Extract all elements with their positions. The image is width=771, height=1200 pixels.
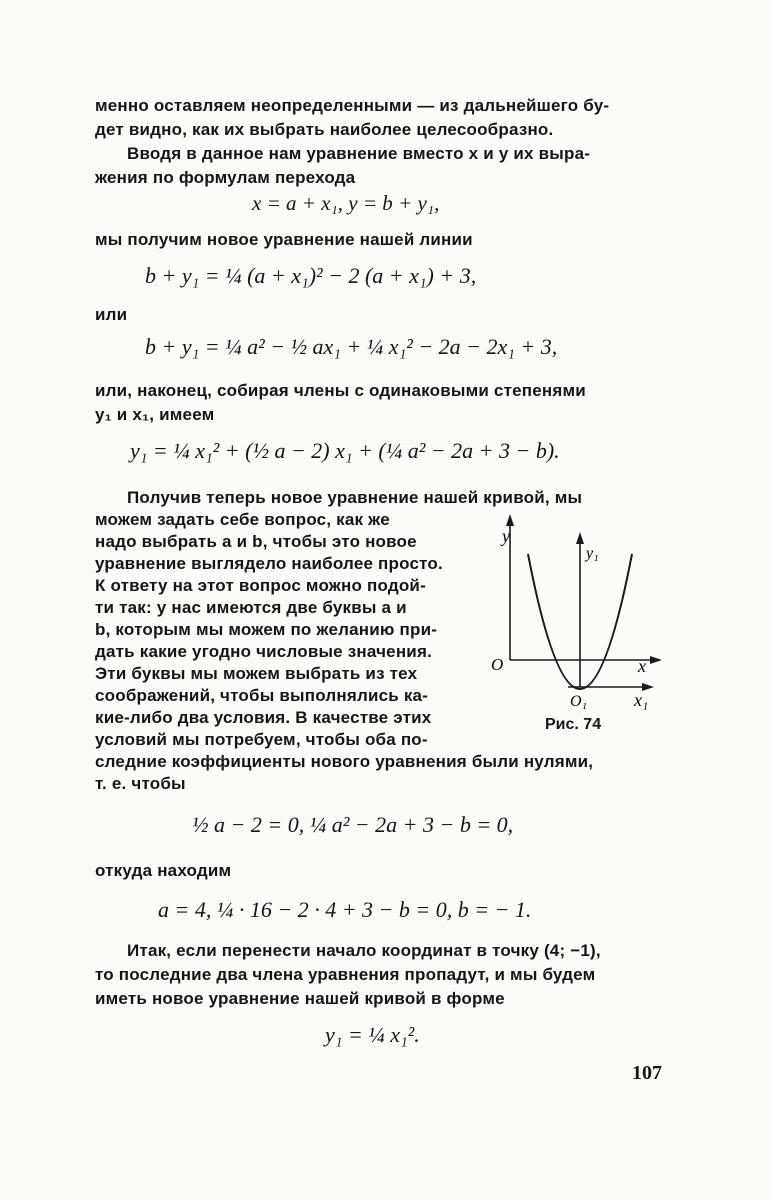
y1-axis-arrow: [576, 532, 584, 544]
text-line: условий мы потребуем, чтобы оба по-: [95, 730, 428, 749]
text-line: надо выбрать a и b, чтобы это новое: [95, 532, 417, 551]
text-line: откуда находим: [95, 861, 232, 880]
text-line: b, которым мы можем по желанию при-: [95, 620, 438, 639]
label-x1: x₁: [634, 690, 649, 710]
text-line: т. е. чтобы: [95, 774, 186, 793]
text-line: ти так: у нас имеются две буквы a и: [95, 598, 407, 617]
text-line: К ответу на этот вопрос можно подой-: [95, 576, 426, 595]
text-line: жения по формулам перехода: [95, 168, 356, 187]
text-line: Вводя в данное нам уравнение вместо x и y их выра-: [127, 144, 591, 163]
page-number: 107: [632, 1062, 662, 1084]
text-line: дет видно, как их выбрать наиболее целесообразно.: [95, 120, 554, 139]
label-x: x: [638, 656, 646, 676]
equation-3: y₁ = ¼ x₁² + (½ a − 2) x₁ + (¼ a² − 2a + 3 − b).: [130, 438, 560, 463]
text-line: уравнение выглядело наиболее просто.: [95, 554, 443, 573]
text-line: y₁ и x₁, имеем: [95, 405, 215, 424]
text-line: следние коэффициенты нового уравнения были нулями,: [95, 752, 594, 771]
y-axis-arrow: [506, 514, 514, 526]
parabola-figure: [488, 512, 668, 718]
text-line: Итак, если перенести начало координат в точку (4; −1),: [127, 941, 601, 960]
x-axis-arrow: [650, 656, 662, 664]
equation-4: ½ a − 2 = 0, ¼ a² − 2a + 3 − b = 0,: [192, 812, 514, 837]
text-line: кие-либо два условия. В качестве этих: [95, 708, 432, 727]
text-line: Получив теперь новое уравнение нашей кривой, мы: [127, 488, 583, 507]
label-origin: O: [491, 655, 504, 674]
text-line: то последние два члена уравнения пропадут, и мы будем: [95, 965, 596, 984]
label-y1: y₁: [586, 545, 599, 562]
label-y: y: [502, 526, 510, 546]
equation-2: b + y₁ = ¼ a² − ½ ax₁ + ¼ x₁² − 2a − 2x₁ + 3,: [145, 334, 558, 359]
equation-6: y₁ = ¼ x₁².: [325, 1022, 420, 1047]
label-origin1: O₁: [570, 693, 588, 710]
text-line: иметь новое уравнение нашей кривой в форме: [95, 989, 505, 1008]
text-line: или: [95, 305, 128, 324]
equation-transition: x = a + x₁, y = b + y₁,: [252, 191, 440, 215]
text-line: дать какие угодно числовые значения.: [95, 642, 432, 661]
equation-5: a = 4, ¼ · 16 − 2 · 4 + 3 − b = 0, b = − 1.: [158, 897, 532, 922]
text-line: Эти буквы мы можем выбрать из тех: [95, 664, 418, 683]
text-line: или, наконец, собирая члены с одинаковыми степенями: [95, 381, 586, 400]
text-line: можем задать себе вопрос, как же: [95, 510, 390, 529]
text-line: соображений, чтобы выполнялись ка-: [95, 686, 429, 705]
figure-caption: Рис. 74: [545, 716, 602, 733]
equation-1: b + y₁ = ¼ (a + x₁)² − 2 (a + x₁) + 3,: [145, 263, 477, 288]
text-line: мы получим новое уравнение нашей линии: [95, 230, 473, 249]
text-line: менно оставляем неопределенными — из дальнейшего бу-: [95, 96, 610, 115]
